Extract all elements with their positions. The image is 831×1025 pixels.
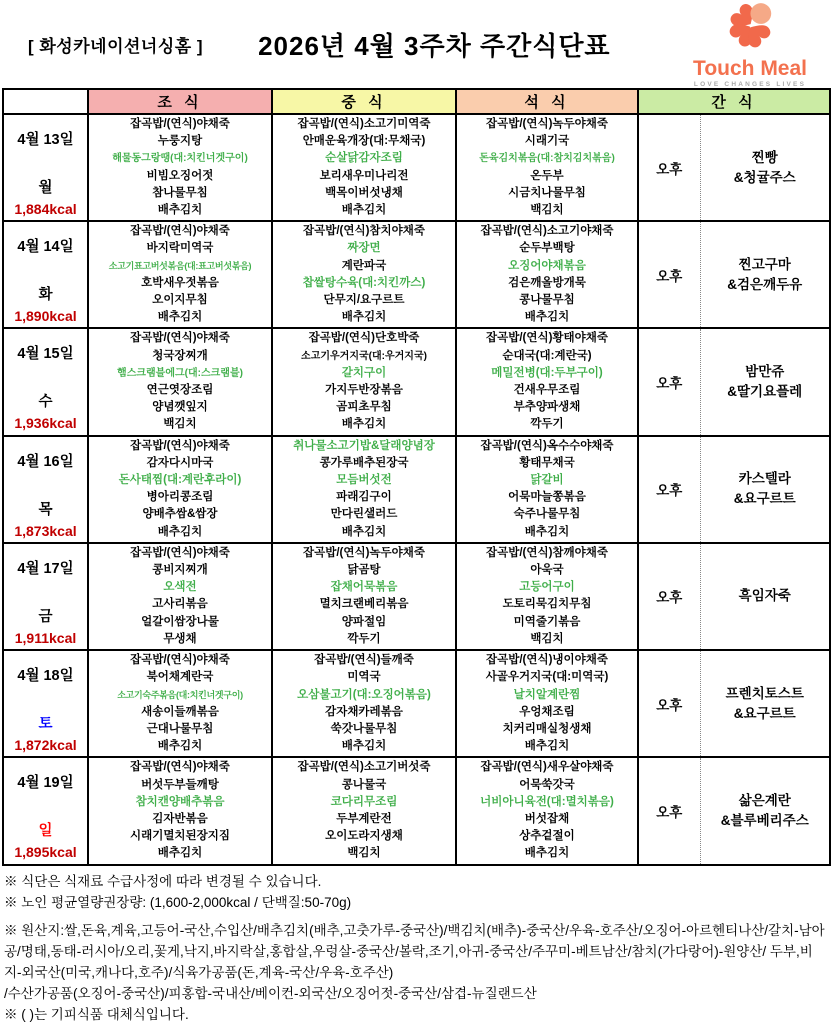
menu-item: 근대나물무침 — [146, 722, 214, 735]
breakfast-cell — [88, 543, 272, 650]
menu-item: 파래김구이 — [336, 491, 392, 504]
date-label: 4월 19일 — [17, 775, 74, 792]
snack-label: 프렌치토스트 — [725, 685, 804, 701]
lunch-cell — [272, 436, 456, 543]
snack-time-cell: 오후 — [638, 757, 700, 864]
menu-item: 잡곡밥/(연식)들깨죽 — [314, 654, 414, 667]
date-cell — [3, 436, 88, 543]
menu-item: 배추김치 — [157, 204, 203, 217]
menu-item: 김자반볶음 — [152, 812, 208, 825]
menu-item: 참나물무침 — [152, 186, 208, 199]
snack-time-cell: 오후 — [638, 328, 700, 435]
menu-item: 잡곡밥/(연식)참깨야채죽 — [486, 546, 608, 559]
breakfast-cell — [88, 757, 272, 864]
menu-item: 배추김치 — [524, 311, 570, 324]
menu-item: 미역줄기볶음 — [513, 615, 581, 628]
menu-item: 연근엿장조림 — [146, 384, 214, 397]
menu-item: 상추겉절이 — [519, 830, 575, 843]
menu-item: 잡곡밥/(연식)야채죽 — [130, 546, 230, 559]
snack-label: 밤만쥬 — [745, 364, 785, 380]
menu-item: 잡곡밥/(연식)녹두야채죽 — [486, 118, 608, 130]
menu-item: 쑥갓나물무침 — [330, 722, 398, 735]
menu-item: 메밀전병(대:두부구이) — [491, 366, 603, 379]
menu-item: 순두부백탕 — [519, 242, 575, 255]
menu-item: 배추김치 — [524, 740, 570, 753]
footnote-substitute: ※ ( )는 기피식품 대체식입니다. — [4, 1006, 189, 1022]
menu-item: 오이도라지생채 — [325, 830, 403, 843]
snack-cell — [700, 436, 830, 543]
menu-item: 감자채카레볶음 — [325, 705, 403, 718]
menu-item: 호박새우젓볶음 — [141, 276, 219, 289]
menu-item: 멸치크랜베리볶음 — [319, 598, 409, 611]
snack-label: &요구르트 — [733, 705, 796, 721]
menu-item: 우엉채조림 — [519, 705, 575, 718]
lunch-cell — [272, 757, 456, 864]
snack-cell — [700, 221, 830, 328]
menu-item: 바지락미역국 — [146, 242, 214, 255]
snack-time-cell: 오후 — [638, 543, 700, 650]
footnotes — [2, 866, 829, 1025]
touchmeal-logo — [693, 0, 807, 88]
kcal-label: 1,936kcal — [14, 415, 77, 432]
menu-item: 잡곡밥/(연식)야채죽 — [130, 439, 230, 452]
date-cell — [3, 328, 88, 435]
menu-item: 취나물소고기밥&달래양념장 — [293, 439, 435, 452]
menu-item: 오삼불고기(대:오징어볶음) — [297, 688, 431, 701]
date-cell — [3, 757, 88, 864]
footnote-origin-2: /수산가공품(오징어-중국산)/피홍합-국내산/베이컨-외국산/오징어젓-중국산/삼겹-뉴질랜드산 — [4, 985, 537, 1001]
menu-item: 숙주나물무침 — [513, 508, 581, 521]
menu-item: 고등어구이 — [519, 581, 575, 594]
menu-item: 무생채 — [163, 632, 197, 645]
menu-item: 돈육김치볶음(대:참치김치볶음) — [479, 153, 615, 165]
menu-item: 잡곡밥/(연식)야채죽 — [130, 118, 230, 130]
kcal-label: 1,895kcal — [14, 844, 77, 861]
menu-item: 찹쌀탕수육(대:치킨까스) — [302, 276, 426, 289]
date-label: 4월 16일 — [17, 453, 74, 470]
day-of-week-label: 일 — [38, 823, 53, 840]
menu-item: 닭갈비 — [530, 474, 564, 487]
snack-label: 삶은계란 — [738, 792, 791, 808]
menu-item: 백목이버섯냉채 — [325, 186, 403, 199]
menu-item: 아욱국 — [530, 564, 564, 577]
facility-name: [ 화성카네이션너싱홈 ] — [28, 36, 204, 56]
menu-item: 검은깨올방개묵 — [508, 276, 586, 289]
kcal-label: 1,873kcal — [14, 522, 77, 539]
menu-item: 배추김치 — [341, 525, 387, 538]
menu-item: 곰피초무침 — [336, 401, 392, 414]
day-of-week-label: 수 — [38, 394, 53, 411]
snack-time-cell: 오후 — [638, 436, 700, 543]
lunch-cell — [272, 221, 456, 328]
breakfast-cell — [88, 328, 272, 435]
menu-item: 잡곡밥/(연식)녹두야채죽 — [303, 546, 425, 559]
menu-item: 잡곡밥/(연식)소고기버섯죽 — [297, 761, 431, 774]
day-row — [3, 328, 830, 435]
menu-item: 모듬버섯전 — [336, 474, 392, 487]
menu-item: 날치알계란찜 — [513, 688, 581, 701]
day-row — [3, 543, 830, 650]
menu-item: 두부계란전 — [336, 812, 392, 825]
menu-item: 코다리무조림 — [330, 795, 398, 808]
menu-item: 잡곡밥/(연식)야채죽 — [130, 332, 230, 345]
dinner-cell — [456, 328, 638, 435]
breakfast-column-header: 조 식 — [88, 89, 272, 114]
date-label: 4월 14일 — [17, 239, 74, 256]
menu-item: 고사리볶음 — [152, 598, 208, 611]
snack-cell — [700, 757, 830, 864]
menu-item: 건새우무조림 — [513, 384, 581, 397]
lunch-column-header: 중 식 — [272, 89, 456, 114]
lunch-cell — [272, 114, 456, 221]
menu-item: 온두부 — [530, 169, 564, 182]
menu-item: 콩비지찌개 — [152, 564, 208, 577]
menu-item: 가지두반장볶음 — [325, 384, 403, 397]
menu-item: 오징어야채볶음 — [508, 259, 586, 272]
menu-item: 오이지무침 — [152, 294, 208, 307]
dinner-cell — [456, 221, 638, 328]
page-header — [2, 0, 829, 88]
date-label: 4월 15일 — [17, 346, 74, 363]
menu-item: 배추김치 — [524, 525, 570, 538]
day-row — [3, 114, 830, 221]
logo-tagline: LOVE CHANGES LIVES — [693, 80, 807, 88]
menu-item: 시금치나물무침 — [508, 186, 586, 199]
menu-item: 콩가루배추된장국 — [319, 456, 409, 469]
menu-item: 소고기표고버섯볶음(대:표고버섯볶음) — [108, 260, 252, 271]
date-cell — [3, 650, 88, 757]
menu-item: 해물동그랑땡(대:치킨너겟구이) — [112, 153, 248, 165]
menu-item: 어묵쑥갓국 — [519, 778, 575, 791]
page-title: 2026년 4월 3주차 주간식단표 — [258, 30, 611, 61]
snack-label: 흑임자죽 — [738, 588, 791, 604]
menu-item: 소고기숙주볶음(대:치킨너겟구이) — [117, 689, 243, 700]
dinner-cell — [456, 436, 638, 543]
menu-item: 순살닭감자조림 — [325, 152, 403, 165]
menu-item: 양파절임 — [341, 615, 387, 628]
menu-item: 도토리묵김치무침 — [502, 598, 592, 611]
snack-label: &검은깨두유 — [727, 276, 803, 292]
menu-item: 배추김치 — [157, 740, 203, 753]
menu-item: 깍두기 — [347, 632, 381, 645]
menu-item: 청국장찌개 — [152, 349, 208, 362]
dinner-cell — [456, 543, 638, 650]
snack-label: &딸기요플레 — [727, 384, 803, 400]
snack-cell — [700, 650, 830, 757]
day-of-week-label: 월 — [38, 180, 53, 196]
menu-item: 버섯두부들깨탕 — [141, 778, 219, 791]
menu-item: 너비아니육전(대:멸치볶음) — [480, 795, 614, 808]
snack-label: 찐고구마 — [738, 256, 791, 272]
day-row — [3, 436, 830, 543]
menu-item: 콩나물무침 — [519, 294, 575, 307]
snack-time-cell: 오후 — [638, 114, 700, 221]
menu-item: 잡곡밥/(연식)새우살야채죽 — [480, 761, 614, 774]
dinner-cell — [456, 114, 638, 221]
breakfast-cell — [88, 436, 272, 543]
day-row — [3, 221, 830, 328]
snack-time-cell: 오후 — [638, 221, 700, 328]
kcal-label: 1,911kcal — [14, 629, 77, 646]
menu-item: 배추김치 — [341, 418, 387, 431]
menu-item: 잡곡밥/(연식)야채죽 — [130, 761, 230, 774]
date-column-header — [3, 89, 88, 114]
menu-item: 양념깻잎지 — [152, 401, 208, 414]
snack-label: 카스텔라 — [738, 471, 791, 487]
menu-item: 깍두기 — [530, 418, 564, 431]
snack-cell — [700, 114, 830, 221]
menu-item: 양배추쌈&쌈장 — [142, 508, 218, 521]
date-label: 4월 18일 — [17, 668, 74, 685]
menu-item: 계란파국 — [341, 259, 387, 272]
menu-item: 배추김치 — [524, 847, 570, 860]
menu-item: 잡채어묵볶음 — [330, 581, 398, 594]
date-cell — [3, 221, 88, 328]
menu-item: 감자다시마국 — [146, 456, 214, 469]
day-of-week-label: 목 — [38, 501, 53, 518]
menu-item: 잡곡밥/(연식)소고기미역죽 — [297, 118, 431, 130]
menu-item: 치커리매실청생채 — [502, 722, 592, 735]
menu-item: 부추양파생채 — [513, 401, 581, 414]
menu-item: 잡곡밥/(연식)야채죽 — [130, 654, 230, 667]
menu-item: 잡곡밥/(연식)소고기야채죽 — [480, 225, 614, 238]
footnote-menu-change: ※ 식단은 식재료 수급사정에 따라 변경될 수 있습니다. — [4, 873, 322, 889]
menu-item: 갈치구이 — [341, 366, 387, 379]
snack-cell — [700, 543, 830, 650]
breakfast-cell — [88, 221, 272, 328]
kcal-label: 1,872kcal — [14, 737, 77, 754]
breakfast-cell — [88, 114, 272, 221]
snack-time-cell: 오후 — [638, 650, 700, 757]
snack-label: 찐빵 — [751, 149, 778, 165]
menu-item: 버섯잡채 — [524, 812, 570, 825]
menu-item: 백김치 — [347, 847, 381, 860]
menu-item: 배추김치 — [341, 740, 387, 753]
menu-item: 잡곡밥/(연식)황태야채죽 — [486, 332, 608, 345]
menu-item: 배추김치 — [157, 311, 203, 324]
menu-item: 만다린샐러드 — [330, 508, 398, 521]
menu-item: 배추김치 — [341, 204, 387, 217]
menu-item: 순대국(대:계란국) — [502, 349, 592, 362]
menu-item: 잡곡밥/(연식)옥수수야채죽 — [480, 439, 614, 452]
menu-item: 백김치 — [530, 632, 564, 645]
menu-item: 콩나물국 — [341, 778, 387, 791]
menu-item: 북어채계란국 — [146, 671, 214, 684]
menu-item: 오색전 — [163, 581, 197, 594]
menu-item: 잡곡밥/(연식)냉이야채죽 — [486, 654, 608, 667]
lunch-cell — [272, 543, 456, 650]
lunch-cell — [272, 328, 456, 435]
menu-item: 미역국 — [347, 671, 381, 684]
menu-item: 배추김치 — [157, 525, 203, 538]
footnote-origin-1: ※ 원산지:쌀,돈육,계육,고등어-국산,수입산/배추김치(배추,고춧가루-중국산)/백김치(배추)-중국산/우육-호주산/오징어-아르헨티나산/갈치-남아공/명태,동태-러시아/오리,꽃게,낙지,바지락살,홍합살,우렁살-중국산/볼락,조기,아귀-중국산/주꾸미-베트남산/참치(가다랑어)-원양산/ 두부,비지-외국산(미국,캐나다,호주)/식육가공품(돈,계육-국산/우육-호주산) — [4, 922, 825, 980]
kcal-label: 1,890kcal — [14, 308, 77, 325]
date-cell — [3, 543, 88, 650]
menu-item: 햄스크램블에그(대:스크램블) — [117, 367, 243, 379]
menu-item: 배추김치 — [341, 311, 387, 324]
weekly-menu-table — [2, 88, 831, 866]
menu-item: 참치캔양배추볶음 — [135, 795, 225, 808]
date-label: 4월 17일 — [17, 560, 74, 577]
menu-item: 시래기국 — [524, 135, 570, 148]
date-label: 4월 13일 — [17, 132, 74, 148]
menu-item: 잡곡밥/(연식)단호박죽 — [308, 332, 420, 345]
menu-item: 단무지/요구르트 — [323, 294, 405, 307]
footnote-calorie-recommendation: ※ 노인 평균열량권장량: (1,600-2,000kcal / 단백질:50-70g) — [4, 894, 352, 910]
snack-column-header: 간 식 — [638, 89, 830, 114]
menu-item: 잡곡밥/(연식)야채죽 — [130, 225, 230, 238]
menu-item: 백김치 — [163, 418, 197, 431]
breakfast-cell — [88, 650, 272, 757]
clover-hearts-icon — [721, 0, 779, 56]
day-row — [3, 650, 830, 757]
snack-label: &요구르트 — [733, 491, 796, 507]
table-header-row — [3, 89, 830, 114]
menu-item: 잡곡밥/(연식)참치야채죽 — [303, 225, 425, 238]
dinner-column-header: 석 식 — [456, 89, 638, 114]
lunch-cell — [272, 650, 456, 757]
menu-item: 안매운육개장(대:무채국) — [302, 135, 426, 148]
menu-item: 소고기우거지국(대:우거지국) — [301, 350, 427, 362]
day-of-week-label: 화 — [38, 287, 53, 304]
logo-brand-text: Touch Meal — [693, 56, 807, 80]
menu-item: 배추김치 — [157, 847, 203, 860]
snack-label: &블루베리주스 — [720, 812, 809, 828]
menu-item: 새송이들깨볶음 — [141, 705, 219, 718]
day-row — [3, 757, 830, 864]
day-of-week-label: 금 — [38, 608, 53, 625]
menu-item: 어묵마늘쫑볶음 — [508, 491, 586, 504]
menu-item: 사골우거지국(대:미역국) — [485, 671, 609, 684]
menu-item: 황태무채국 — [519, 456, 575, 469]
menu-item: 얼갈이쌈장나물 — [141, 615, 219, 628]
menu-item: 백김치 — [530, 204, 564, 217]
dinner-cell — [456, 650, 638, 757]
menu-item: 짜장면 — [347, 242, 381, 255]
date-cell — [3, 114, 88, 221]
menu-table-body — [3, 114, 830, 865]
menu-item: 병아리콩조림 — [146, 491, 214, 504]
menu-item: 비빔오징어젓 — [146, 169, 214, 182]
menu-item: 시래기멸치된장지짐 — [130, 830, 230, 843]
menu-item: 보리새우미나리전 — [319, 169, 409, 182]
snack-label: &청귤주스 — [733, 169, 796, 185]
menu-item: 돈사태찜(대:계란후라이) — [118, 474, 242, 487]
dinner-cell — [456, 757, 638, 864]
menu-item: 누룽지탕 — [157, 135, 203, 148]
menu-item: 닭곰탕 — [347, 564, 381, 577]
snack-cell — [700, 328, 830, 435]
kcal-label: 1,884kcal — [14, 201, 77, 217]
day-of-week-label: 토 — [38, 716, 53, 733]
